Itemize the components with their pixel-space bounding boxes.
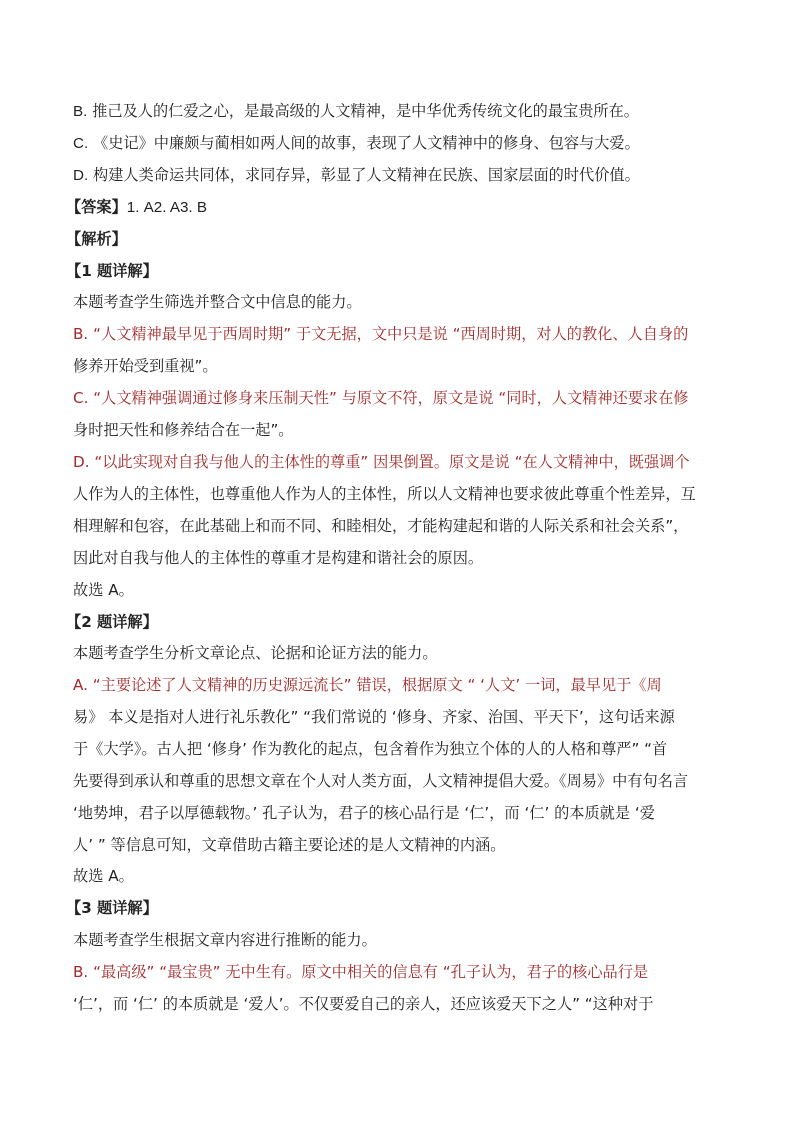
analysis-heading: 【解析】: [66, 230, 127, 248]
q1-intro: 本题考查学生筛选并整合文中信息的能力。: [73, 293, 362, 311]
q3-b-line-1: B. “最高级” “最宝贵” 无中生有。原文中相关的信息有 “孔子认为，君子的核心品行是: [73, 963, 649, 981]
option-c: C. 《史记》中廉颇与蔺相如两人间的故事，表现了人文精神中的修身、包容与大爱。: [73, 134, 640, 152]
q2-a-line-5: ‘地势坤，君子以厚德载物。’ 孔子认为，君子的核心品行是 ‘仁’，而 ‘仁’ 的本质就是 ‘爱: [73, 804, 655, 822]
q1-b-line-1: B. “人文精神最早见于西周时期” 于文无据，文中只是说 “西周时期，对人的教化、人自身的: [73, 325, 689, 343]
q2-a-line-2: 易》 本义是指对人进行礼乐教化” “我们常说的 ‘修身、齐家、治国、平天下’，这句话来源: [73, 708, 675, 726]
q1-d-line-3: 相理解和包容，在此基础上和而不同、和睦相处，才能构建起和谐的人际关系和社会关系”，: [73, 517, 689, 535]
q2-heading: 【2 题详解】: [66, 613, 158, 631]
q1-d-line-2: 人作为人的主体性，也尊重他人作为人的主体性，所以人文精神也要求彼此尊重个性差异，互: [73, 485, 696, 503]
q3-intro: 本题考查学生根据文章内容进行推断的能力。: [73, 931, 377, 949]
q2-a-line-1: A. “主要论述了人文精神的历史源远流长” 错误，根据原文 “ ‘人文’ 一词，最早见于《周: [73, 676, 662, 694]
q2-a-line-3: 于《大学》。古人把 ‘修身’ 作为教化的起点，包含着作为独立个体的人的人格和尊严” “首: [73, 740, 668, 758]
q1-choose: 故选 A。: [73, 581, 134, 599]
q2-intro: 本题考查学生分析文章论点、论据和论证方法的能力。: [73, 644, 438, 662]
option-d: D. 构建人类命运共同体，求同存异，彰显了人文精神在民族、国家层面的时代价值。: [73, 166, 640, 184]
q1-d-line-4: 因此对自我与他人的主体性的尊重才是构建和谐社会的原因。: [73, 549, 484, 567]
q1-d-line-1: D. “以此实现对自我与他人的主体性的尊重” 因果倒置。原文是说 “在人文精神中，既强调个: [73, 453, 690, 471]
q2-a-line-6: 人’ ” 等信息可知，文章借助古籍主要论述的是人文精神的内涵。: [73, 836, 506, 854]
q1-b-line-2: 修养开始受到重视”。: [73, 357, 218, 375]
q1-c-line-2: 身时把天性和修养结合在一起”。: [73, 421, 294, 439]
q2-a-line-4: 先要得到承认和尊重的思想文章在个人对人类方面，人文精神提倡大爱。《周易》中有句名言: [73, 772, 689, 790]
q3-b-line-2: ‘仁’，而 ‘仁’ 的本质就是 ‘爱人’。不仅要爱自己的亲人，还应该爱天下之人” “这种对于: [73, 995, 654, 1013]
option-b: B. 推己及人的仁爱之心，是最高级的人文精神，是中华优秀传统文化的最宝贵所在。: [73, 102, 639, 120]
q1-heading: 【1 题详解】: [66, 262, 158, 280]
answer-line: 【答案】1. A2. A3. B: [66, 198, 207, 216]
q2-choose: 故选 A。: [73, 867, 134, 885]
q1-c-line-1: C. “人文精神强调通过修身来压制天性” 与原文不符，原文是说 “同时，人文精神还要求在修: [73, 389, 689, 407]
q3-heading: 【3 题详解】: [66, 899, 158, 917]
